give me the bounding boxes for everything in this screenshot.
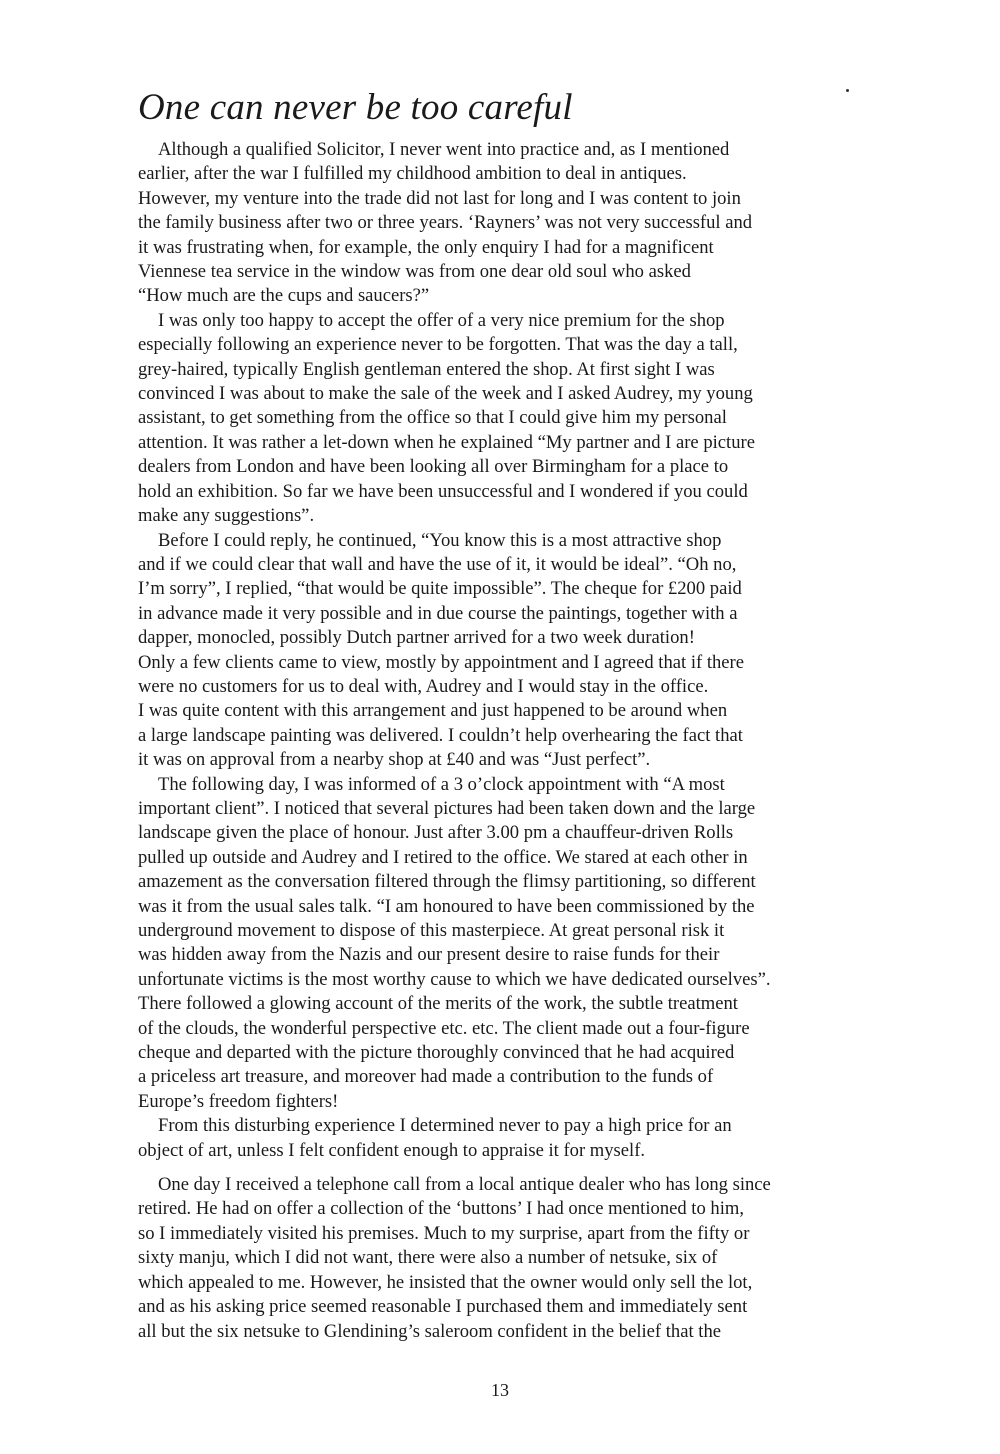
- text-line: Before I could reply, he continued, “You know this is a most attractive shop: [158, 529, 722, 551]
- text-line: unfortunate victims is the most worthy cause to which we have dedicated ourselves”.: [138, 968, 771, 990]
- text-line: I was only too happy to accept the offer of a very nice premium for the shop: [158, 309, 725, 331]
- text-line: pulled up outside and Audrey and I retired to the office. We stared at each other in: [138, 846, 748, 868]
- text-line: so I immediately visited his premises. Much to my surprise, apart from the fifty or: [138, 1222, 750, 1244]
- text-line: Viennese tea service in the window was from one dear old soul who asked: [138, 261, 691, 283]
- text-line: all but the six netsuke to Glendining’s saleroom confident in the belief that the: [138, 1320, 721, 1342]
- text-line: hold an exhibition. So far we have been unsuccessful and I wondered if you could: [138, 480, 748, 502]
- text-line: it was frustrating when, for example, the only enquiry I had for a magnificent: [138, 236, 714, 258]
- text-line: However, my venture into the trade did not last for long and I was content to join: [138, 187, 741, 209]
- text-line: retired. He had on offer a collection of the ‘buttons’ I had once mentioned to him,: [138, 1198, 744, 1220]
- text-line: There followed a glowing account of the merits of the work, the subtle treatment: [138, 993, 738, 1015]
- text-line: and as his asking price seemed reasonable I purchased them and immediately sent: [138, 1296, 748, 1318]
- paragraph-4: [138, 773, 868, 1115]
- paragraph-1: [138, 138, 868, 309]
- text-line: One day I received a telephone call from a local antique dealer who has long since: [158, 1174, 771, 1196]
- text-line: which appealed to me. However, he insisted that the owner would only sell the lot,: [138, 1271, 753, 1293]
- text-line: object of art, unless I felt confident enough to appraise it for myself.: [138, 1139, 646, 1161]
- text-line: dapper, monocled, possibly Dutch partner arrived for a two week duration!: [138, 627, 695, 649]
- paragraph-3: [138, 529, 868, 773]
- text-line: landscape given the place of honour. Just after 3.00 pm a chauffeur-driven Rolls: [138, 822, 734, 844]
- text-line: a large landscape painting was delivered. I couldn’t help overhearing the fact that: [138, 724, 743, 746]
- text-line: Although a qualified Solicitor, I never went into practice and, as I mentioned: [158, 139, 730, 160]
- text-line: sixty manju, which I did not want, there were also a number of netsuke, six of: [138, 1247, 718, 1269]
- paragraph-2: [138, 309, 868, 529]
- page-body: [138, 84, 868, 1344]
- text-line: “How much are the cups and saucers?”: [138, 285, 430, 307]
- text-line: I was quite content with this arrangement and just happened to be around when: [138, 700, 728, 722]
- text-line: were no customers for us to deal with, Audrey and I would stay in the office.: [138, 675, 709, 697]
- text-line: in advance made it very possible and in due course the paintings, together with a: [138, 602, 738, 624]
- page-title: One can never be too careful: [138, 87, 573, 128]
- text-line: attention. It was rather a let-down when he explained “My partner and I are picture: [138, 431, 755, 453]
- paragraph-6: [138, 1173, 868, 1344]
- text-line: From this disturbing experience I determined never to pay a high price for an: [158, 1115, 732, 1137]
- text-line: Only a few clients came to view, mostly by appointment and I agreed that if there: [138, 651, 744, 673]
- text-line: Europe’s freedom fighters!: [138, 1090, 339, 1112]
- text-line: amazement as the conversation filtered through the flimsy partitioning, so different: [138, 871, 756, 893]
- text-line: of the clouds, the wonderful perspective etc. etc. The client made out a four-figure: [138, 1017, 750, 1039]
- text-line: cheque and departed with the picture thoroughly convinced that he had acquired: [138, 1042, 735, 1064]
- text-line: make any suggestions”.: [138, 505, 315, 527]
- text-line: a priceless art treasure, and moreover had made a contribution to the funds of: [138, 1066, 714, 1088]
- text-line: was it from the usual sales talk. “I am honoured to have been commissioned by the: [138, 895, 755, 917]
- text-line: assistant, to get something from the office so that I could give him my personal: [138, 407, 727, 429]
- text-line: earlier, after the war I fulfilled my childhood ambition to deal in antiques.: [138, 163, 687, 185]
- page-number: 13: [491, 1380, 509, 1400]
- paragraph-5: [138, 1114, 868, 1163]
- text-line: and if we could clear that wall and have the use of it, it would be ideal”. “Oh no,: [138, 553, 737, 575]
- text-line: convinced I was about to make the sale of the week and I asked Audrey, my young: [138, 383, 753, 405]
- text-line: especially following an experience never to be forgotten. That was the day a tall,: [138, 334, 738, 356]
- text-line: the family business after two or three years. ‘Rayners’ was not very successful and: [138, 212, 753, 234]
- text-line: dealers from London and have been looking all over Birmingham for a place to: [138, 456, 729, 478]
- text-line: was hidden away from the Nazis and our present desire to raise funds for their: [138, 944, 720, 966]
- text-line: I’m sorry”, I replied, “that would be quite impossible”. The cheque for £200 paid: [138, 578, 742, 600]
- text-line: grey-haired, typically English gentleman entered the shop. At first sight I was: [138, 358, 715, 380]
- text-line: underground movement to dispose of this masterpiece. At great personal risk it: [138, 920, 725, 941]
- text-line: The following day, I was informed of a 3 o’clock appointment with “A most: [158, 773, 725, 795]
- text-line: it was on approval from a nearby shop at £40 and was “Just perfect”.: [138, 749, 651, 771]
- text-line: important client”. I noticed that several pictures had been taken down and the large: [138, 797, 756, 819]
